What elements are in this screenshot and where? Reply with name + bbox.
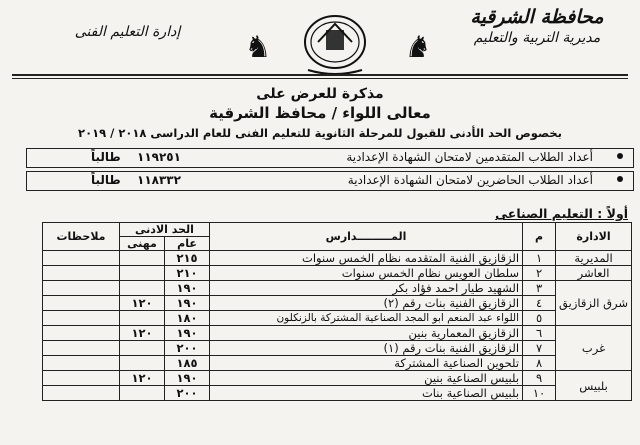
header-rule <box>12 74 628 76</box>
table-header-row <box>43 223 632 237</box>
subject-line: بخصوص الحد الأدنى للقبول للمرحلة الثانوية للتعليم الفنى للعام الدراسى ٢٠١٨ / ٢٠١٩ <box>78 126 562 140</box>
cell-general: ١٨٥ <box>165 356 210 371</box>
cell-school: تلحوين الصناعية المشتركة <box>210 356 523 371</box>
cell-general: ٢١٥ <box>165 251 210 266</box>
cell-vocational <box>120 356 165 371</box>
cell-vocational <box>120 281 165 296</box>
cell-general: ٢٠٠ <box>165 341 210 356</box>
cell-m: ٨ <box>523 356 556 371</box>
cell-m: ١ <box>523 251 556 266</box>
stat-unit: طالباً <box>91 173 121 187</box>
table-row <box>43 296 632 311</box>
directorate-name: مديرية التربية والتعليم <box>473 30 601 46</box>
cell-vocational: ١٢٠ <box>120 296 165 311</box>
header-rule-thin <box>12 78 628 79</box>
addressee-title: معالى اللواء / محافظ الشرقية <box>209 104 431 122</box>
cell-m: ١٠ <box>523 386 556 401</box>
table-row <box>43 266 632 281</box>
header-m: م <box>523 223 556 251</box>
cell-vocational <box>120 311 165 326</box>
table-row <box>43 251 632 266</box>
cell-m: ٤ <box>523 296 556 311</box>
cell-m: ٧ <box>523 341 556 356</box>
cell-notes <box>43 311 120 326</box>
cell-notes <box>43 386 120 401</box>
cell-general: ١٨٠ <box>165 311 210 326</box>
cell-general: ١٩٠ <box>165 281 210 296</box>
header-vocational: مهنى <box>120 237 165 251</box>
bullet-icon <box>617 153 623 159</box>
cell-general: ١٩٠ <box>165 296 210 311</box>
cell-m: ٣ <box>523 281 556 296</box>
cell-notes <box>43 341 120 356</box>
header-right <box>452 6 622 46</box>
cell-school: الزقازيق الفنية المتقدمه نظام الخمس سنوات <box>210 251 523 266</box>
cell-vocational: ١٢٠ <box>120 371 165 386</box>
min-scores-table <box>42 222 632 401</box>
cell-school: الزقازيق الفنية بنات رقم (١) <box>210 341 523 356</box>
cell-idara: المديرية <box>556 251 632 266</box>
header-idara: الادارة <box>556 223 632 251</box>
cell-school: الشهيد طيار احمد فؤاد بكر <box>210 281 523 296</box>
cell-m: ٩ <box>523 371 556 386</box>
cell-vocational <box>120 386 165 401</box>
cell-vocational <box>120 266 165 281</box>
governorate-emblem-icon <box>298 12 372 78</box>
cell-general: ٢١٠ <box>165 266 210 281</box>
cell-school: بلبيس الصناعية بنين <box>210 371 523 386</box>
cell-school: سلطان العويس نظام الخمس سنوات <box>210 266 523 281</box>
horse-icon-left: ♞ <box>244 30 272 65</box>
stat-label: أعداد الطلاب الحاضرين لامتحان الشهادة الإعدادية <box>347 173 593 187</box>
cell-notes <box>43 251 120 266</box>
horse-icon-right: ♞ <box>404 30 432 65</box>
cell-general: ٢٠٠ <box>165 386 210 401</box>
table-row <box>43 341 632 356</box>
cell-notes <box>43 371 120 386</box>
header-general: عام <box>165 237 210 251</box>
cell-school: اللواء عبد المنعم ابو المجد الصناعية المشتركة بالزنكلون <box>210 311 523 326</box>
table-row <box>43 371 632 386</box>
cell-idara-group: بلبيس <box>556 371 632 401</box>
cell-notes <box>43 296 120 311</box>
cell-vocational: ١٢٠ <box>120 326 165 341</box>
cell-m: ٦ <box>523 326 556 341</box>
cell-vocational <box>120 251 165 266</box>
section-title: أولاً : التعليم الصناعى <box>495 206 628 221</box>
stat-label: أعداد الطلاب المتقدمين لامتحان الشهادة الإعدادية <box>346 150 593 164</box>
cell-school: الزقازيق الفنية بنات رقم (٢) <box>210 296 523 311</box>
cell-notes <box>43 326 120 341</box>
cell-m: ٥ <box>523 311 556 326</box>
cell-school: بلبيس الصناعية بنات <box>210 386 523 401</box>
department-name: إدارة التعليم الفنى <box>74 24 181 40</box>
header-notes: ملاحظات <box>43 223 120 251</box>
cell-notes <box>43 356 120 371</box>
header-schools: المـــــــــدارس <box>210 223 523 251</box>
cell-idara-group: غرب <box>556 326 632 371</box>
cell-notes <box>43 266 120 281</box>
cell-idara-group: شرق الزقازيق <box>556 281 632 326</box>
cell-general: ١٩٠ <box>165 371 210 386</box>
cell-idara: العاشر <box>556 266 632 281</box>
stat-box-attendees <box>26 171 634 191</box>
header-min: الحد الادنى <box>120 223 210 237</box>
cell-m: ٢ <box>523 266 556 281</box>
table-row <box>43 356 632 371</box>
stat-value: ١١٨٣٣٢ <box>137 173 181 187</box>
table-row <box>43 311 632 326</box>
table-row <box>43 326 632 341</box>
table-row <box>43 281 632 296</box>
governorate-name: محافظة الشرقية <box>470 6 604 28</box>
cell-general: ١٩٠ <box>165 326 210 341</box>
stat-box-applicants <box>26 148 634 168</box>
stat-value: ١١٩٢٥١ <box>137 150 181 164</box>
cell-notes <box>43 281 120 296</box>
bullet-icon <box>617 176 623 182</box>
cell-vocational <box>120 341 165 356</box>
memo-title: مذكرة للعرض على <box>256 86 384 102</box>
cell-school: الزقازيق المعمارية بنين <box>210 326 523 341</box>
table-row <box>43 386 632 401</box>
stat-unit: طالباً <box>91 150 121 164</box>
